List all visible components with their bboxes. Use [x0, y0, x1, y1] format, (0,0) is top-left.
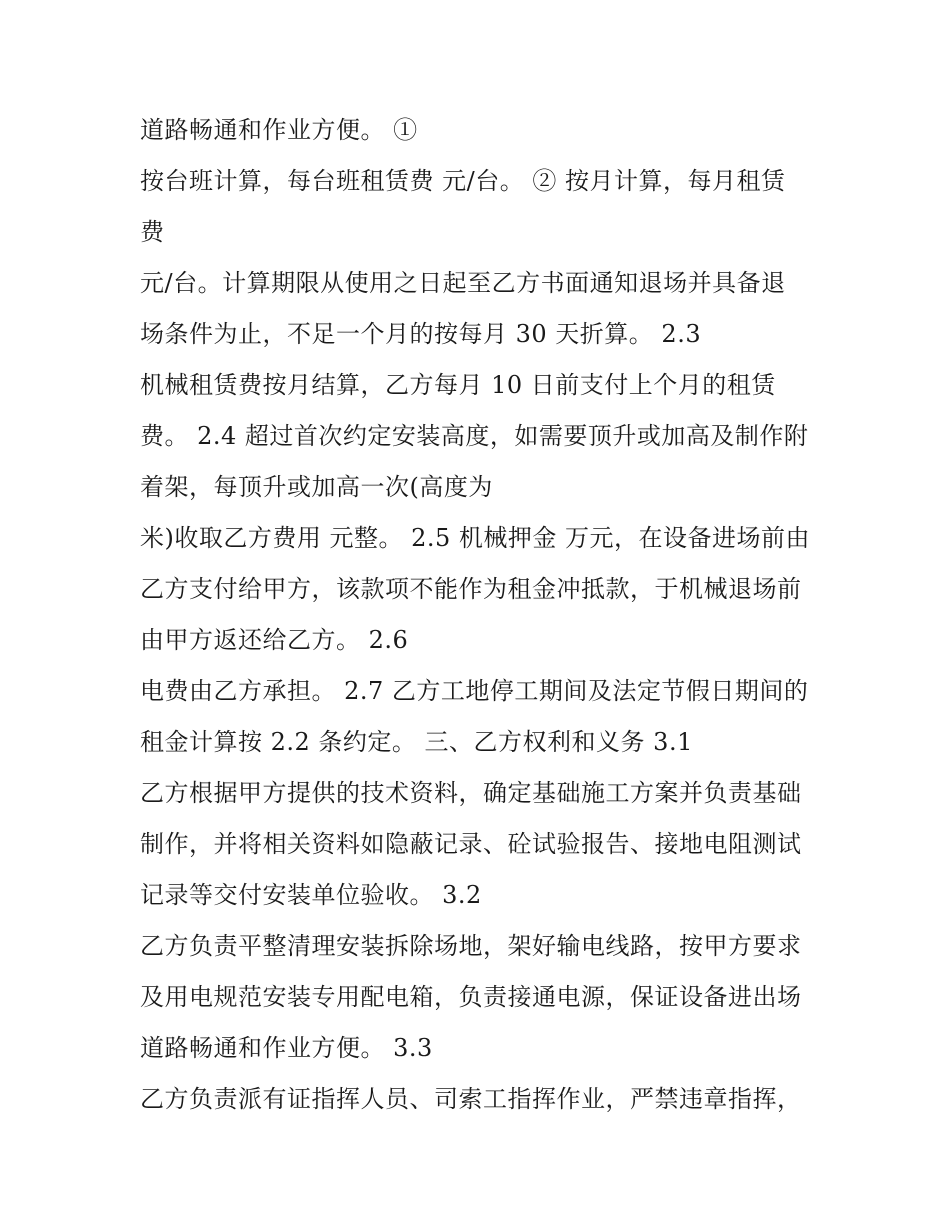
text-line: 租金计算按 2.2 条约定。 三、乙方权利和义务 3.1 [140, 728, 693, 756]
text-line: 场条件为止，不足一个月的按每月 30 天折算。 2.3 [140, 320, 702, 348]
text-line: 及用电规范安装专用配电箱，负责接通电源，保证设备进出场 [140, 983, 802, 1011]
text-line: 着架，每顶升或加高一次(高度为 [140, 473, 493, 501]
text-line: 机械租赁费按月结算，乙方每月 10 日前支付上个月的租赁 [140, 371, 776, 399]
text-line: 费 [140, 218, 165, 246]
text-line: 乙方负责平整清理安装拆除场地，架好输电线路，按甲方要求 [140, 932, 802, 960]
text-line: 乙方根据甲方提供的技术资料，确定基础施工方案并负责基础 [140, 779, 802, 807]
text-line: 元/台。计算期限从使用之日起至乙方书面通知退场并具备退 [140, 269, 786, 297]
text-line: 乙方支付给甲方，该款项不能作为租金冲抵款，于机械退场前 [140, 575, 802, 603]
text-line: 乙方负责派有证指挥人员、司索工指挥作业，严禁违章指挥， [140, 1085, 802, 1113]
text-line: 按台班计算，每台班租赁费 元/台。 ② 按月计算，每月租赁 [140, 167, 786, 195]
body-text [140, 109, 830, 1129]
text-line: 由甲方返还给乙方。 2.6 [140, 626, 409, 654]
text-line: 电费由乙方承担。 2.7 乙方工地停工期间及法定节假日期间的 [140, 677, 809, 705]
text-line: 米)收取乙方费用 元整。 2.5 机械押金 万元，在设备进场前由 [140, 524, 811, 552]
text-line: 制作，并将相关资料如隐蔽记录、砼试验报告、接地电阻测试 [140, 830, 802, 858]
text-line: 记录等交付安装单位验收。 3.2 [140, 881, 482, 909]
text-line: 道路畅通和作业方便。 ① [140, 116, 418, 144]
text-line: 道路畅通和作业方便。 3.3 [140, 1034, 433, 1062]
text-line: 费。 2.4 超过首次约定安装高度，如需要顶升或加高及制作附 [140, 422, 809, 450]
